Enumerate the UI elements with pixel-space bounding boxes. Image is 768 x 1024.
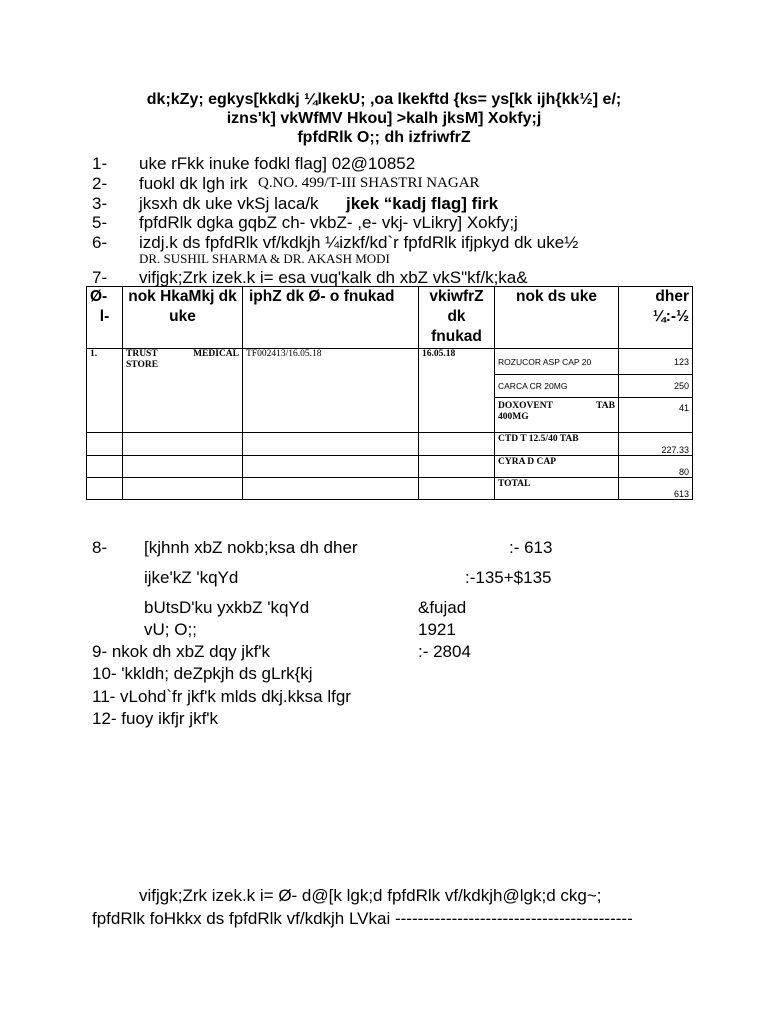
summary-11: 11- vLohd`fr jkf'k mlds dkj.kksa lfgr: [92, 687, 351, 706]
medicine-price: 227.33: [619, 433, 693, 456]
header-sno-line1: Ø-: [90, 288, 108, 305]
total-price: 613: [619, 478, 693, 500]
header-supply-line3: fnukad: [431, 328, 482, 345]
empty-cell: [123, 433, 243, 456]
cell-sno: 1.: [87, 349, 123, 433]
header-price-line2: ¼:-½: [652, 308, 689, 325]
shop-word-2: MEDICAL: [193, 349, 239, 359]
table-row: [87, 456, 693, 478]
item-1-number: 1-: [92, 154, 108, 173]
footer-line-1: vifjgk;Zrk izek.k i= Ø- d@[k lgk;d fpfdRlk vf/kdkjh@lgk;d ckg~;: [139, 886, 602, 905]
summary-9-value: :- 2804: [418, 642, 471, 661]
summary-10: 10- 'kkldh; deZpkjh ds gLrk{kj: [92, 664, 313, 683]
header-line-1: dk;kZy; egkys[kkdkj ¼lkekU; ,oa lkekftd {ks= ys[kk ijh{kk½] e/;: [146, 91, 622, 108]
empty-cell: [419, 478, 495, 500]
summary-9-label: 9- nkok dh xbZ dqy jkf'k: [92, 642, 271, 661]
empty-cell: [419, 433, 495, 456]
item-3-patient: jkek “kadj flag] firk: [346, 194, 499, 213]
item-2-number: 2-: [92, 174, 108, 193]
cell-supply-date: 16.05.18: [419, 349, 495, 433]
cell-bill: TF002413/16.05.18: [243, 349, 419, 433]
header-line-3: fpfdRlk O;; dh izfriwfrZ: [297, 129, 471, 146]
empty-cell: [243, 478, 419, 500]
medicine-price: 250: [619, 375, 693, 398]
header-bill: iphZ dk Ø- o fnukad: [243, 287, 419, 349]
summary-8-label: [kjhnh xbZ nokb;ksa dh dher: [144, 538, 358, 557]
item-1-text: uke rFkk inuke fodkl flag] 02@10852: [139, 154, 416, 173]
med3-word-3: 400MG: [498, 412, 529, 422]
table-header-row: [87, 287, 693, 349]
medicine-name: CYRA D CAP: [495, 456, 619, 478]
total-label: TOTAL: [495, 478, 619, 500]
medicine-price: 41: [619, 398, 693, 433]
injection-fee-label: bUtsD'ku yxkbZ 'kqYd: [144, 598, 310, 617]
other-expense-value: 1921: [418, 620, 456, 639]
other-expense-label: vU; O;;: [144, 620, 197, 639]
header-price-line1: dher: [655, 288, 689, 305]
summary-8-number: 8-: [92, 538, 108, 557]
injection-fee-value: &fujad: [418, 598, 467, 617]
item-7-text: vifjgk;Zrk izek.k i= esa vuq'kalk dh xbZ vkS"kf/k;ka&: [139, 268, 528, 287]
table-row-total: [87, 478, 693, 500]
table-row: [87, 349, 693, 375]
med3-word-1: DOXOVENT: [498, 401, 553, 411]
empty-cell: [87, 478, 123, 500]
item-6-doctors: DR. SUSHIL SHARMA & DR. AKASH MODI: [139, 251, 390, 266]
shop-word-3: STORE: [126, 360, 159, 370]
empty-cell: [87, 456, 123, 478]
empty-cell: [123, 456, 243, 478]
header-supply-line2: dk: [447, 308, 466, 325]
header-supply-date: [419, 287, 495, 349]
shop-word-1: TRUST: [126, 349, 158, 359]
empty-cell: [243, 433, 419, 456]
item-7-number: 7-: [92, 268, 108, 287]
summary-8-value: :- 613: [509, 538, 553, 557]
item-2-address: Q.NO. 499/T-III SHASTRI NAGAR: [258, 175, 480, 191]
header-shop: nok HkaMkj dk uke: [123, 287, 243, 349]
table-row: [87, 433, 693, 456]
medicine-price: 123: [619, 349, 693, 375]
summary-12: 12- fuoy ikfjr jkf'k: [92, 709, 219, 728]
empty-cell: [419, 456, 495, 478]
header-sno: [87, 287, 123, 349]
empty-cell: [87, 433, 123, 456]
empty-cell: [123, 478, 243, 500]
cell-shop: [123, 349, 243, 433]
medicine-name: [495, 398, 619, 433]
item-5-text: fpfdRlk dgka gqbZ ch- vkbZ- ,e- vkj- vLikry] Xokfy;j: [139, 213, 518, 232]
header-sno-line2: l-: [99, 308, 110, 325]
item-6-number: 6-: [92, 233, 108, 252]
item-5-number: 5-: [92, 213, 108, 232]
consult-fee-label: ijke'kZ 'kqYd: [144, 568, 239, 587]
medicine-name: CTD T 12.5/40 TAB: [495, 433, 619, 456]
footer-line-2: fpfdRlk foHkkx ds fpfdRlk vf/kdkjh LVkai ------------------------------------------: [92, 909, 633, 928]
header-price: [619, 287, 693, 349]
item-3-number: 3-: [92, 194, 108, 213]
medicine-name: CARCA CR 20MG: [495, 375, 619, 398]
med3-word-2: TAB: [596, 401, 615, 411]
header-line-2: izns'k] vkWfMV Hkou] >kalh jksM] Xokfy;j: [226, 110, 542, 127]
medicine-price: 80: [619, 456, 693, 478]
medicine-table: [86, 286, 693, 500]
empty-cell: [243, 456, 419, 478]
consult-fee-value: :-135+$135: [465, 568, 552, 587]
item-2-text: fuokl dk lgh irk: [139, 174, 248, 193]
item-3-text: jksxh dk uke vkSj laca/k: [139, 194, 319, 213]
header-supply-line1: vkiwfrZ: [429, 288, 484, 305]
header-medicine: nok ds uke: [495, 287, 619, 349]
item-6-text: izdj.k ds fpfdRlk vf/kdkjh ¼izkf/kd`r fpfdRlk ifjpkyd dk uke½: [139, 233, 579, 252]
medicine-name: ROZUCOR ASP CAP 20: [495, 349, 619, 375]
